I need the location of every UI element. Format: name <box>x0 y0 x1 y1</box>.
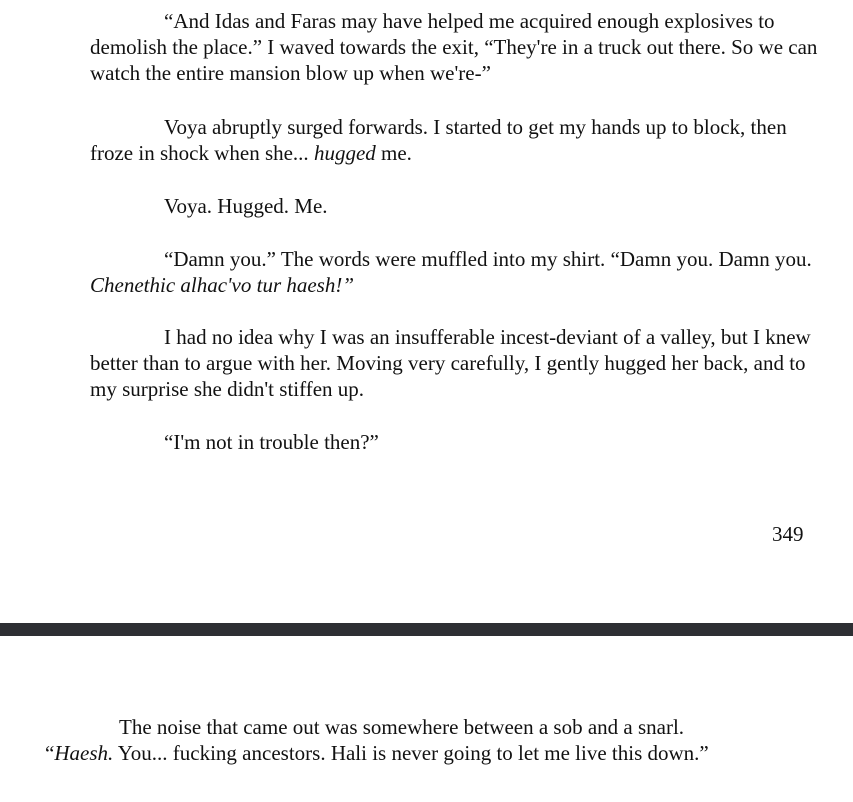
paragraph-text: me. <box>375 141 412 165</box>
paragraph-text: “And Idas and Faras may have helped me acquired enough explosives to demolish the place.” I waved towards the exit, “They're in a truck out there. So we can watch the entire mansion blow up when we're-” <box>90 9 818 85</box>
paragraph-text: I had no idea why I was an insufferable incest-deviant of a valley, but I knew better than to argue with her. Moving very carefully, I gently hugged her back, and to my surprise she didn't stiffen up. <box>90 325 811 401</box>
page-divider <box>0 623 853 636</box>
paragraph-text: “Damn you.” The words were muffled into my shirt. “Damn you. Damn you. <box>164 247 812 271</box>
italic-text: hugged <box>313 141 376 165</box>
paragraph <box>90 429 820 455</box>
page-number: 349 <box>772 522 804 546</box>
paragraph <box>90 324 820 402</box>
italic-text: Haesh. <box>54 741 114 765</box>
paragraph-text: “I'm not in trouble then?” <box>164 430 379 454</box>
paragraph-text: You... fucking ancestors. Hali is never going to let me live this down.” <box>113 741 709 765</box>
paragraph <box>90 193 820 219</box>
paragraph-text: The noise that came out was somewhere between a sob and a snarl. “ <box>45 715 685 765</box>
paragraph <box>90 114 820 166</box>
document-page-bottom <box>0 636 853 802</box>
paragraph <box>90 8 820 86</box>
paragraph <box>90 246 820 298</box>
paragraph <box>45 714 745 766</box>
italic-text: Chenethic alhac'vo tur haesh!” <box>90 273 355 297</box>
paragraph-text: Voya. Hugged. Me. <box>164 194 328 218</box>
paragraph-text: Voya abruptly surged forwards. I started to get my hands up to block, then froze in shock when she... <box>90 115 787 165</box>
